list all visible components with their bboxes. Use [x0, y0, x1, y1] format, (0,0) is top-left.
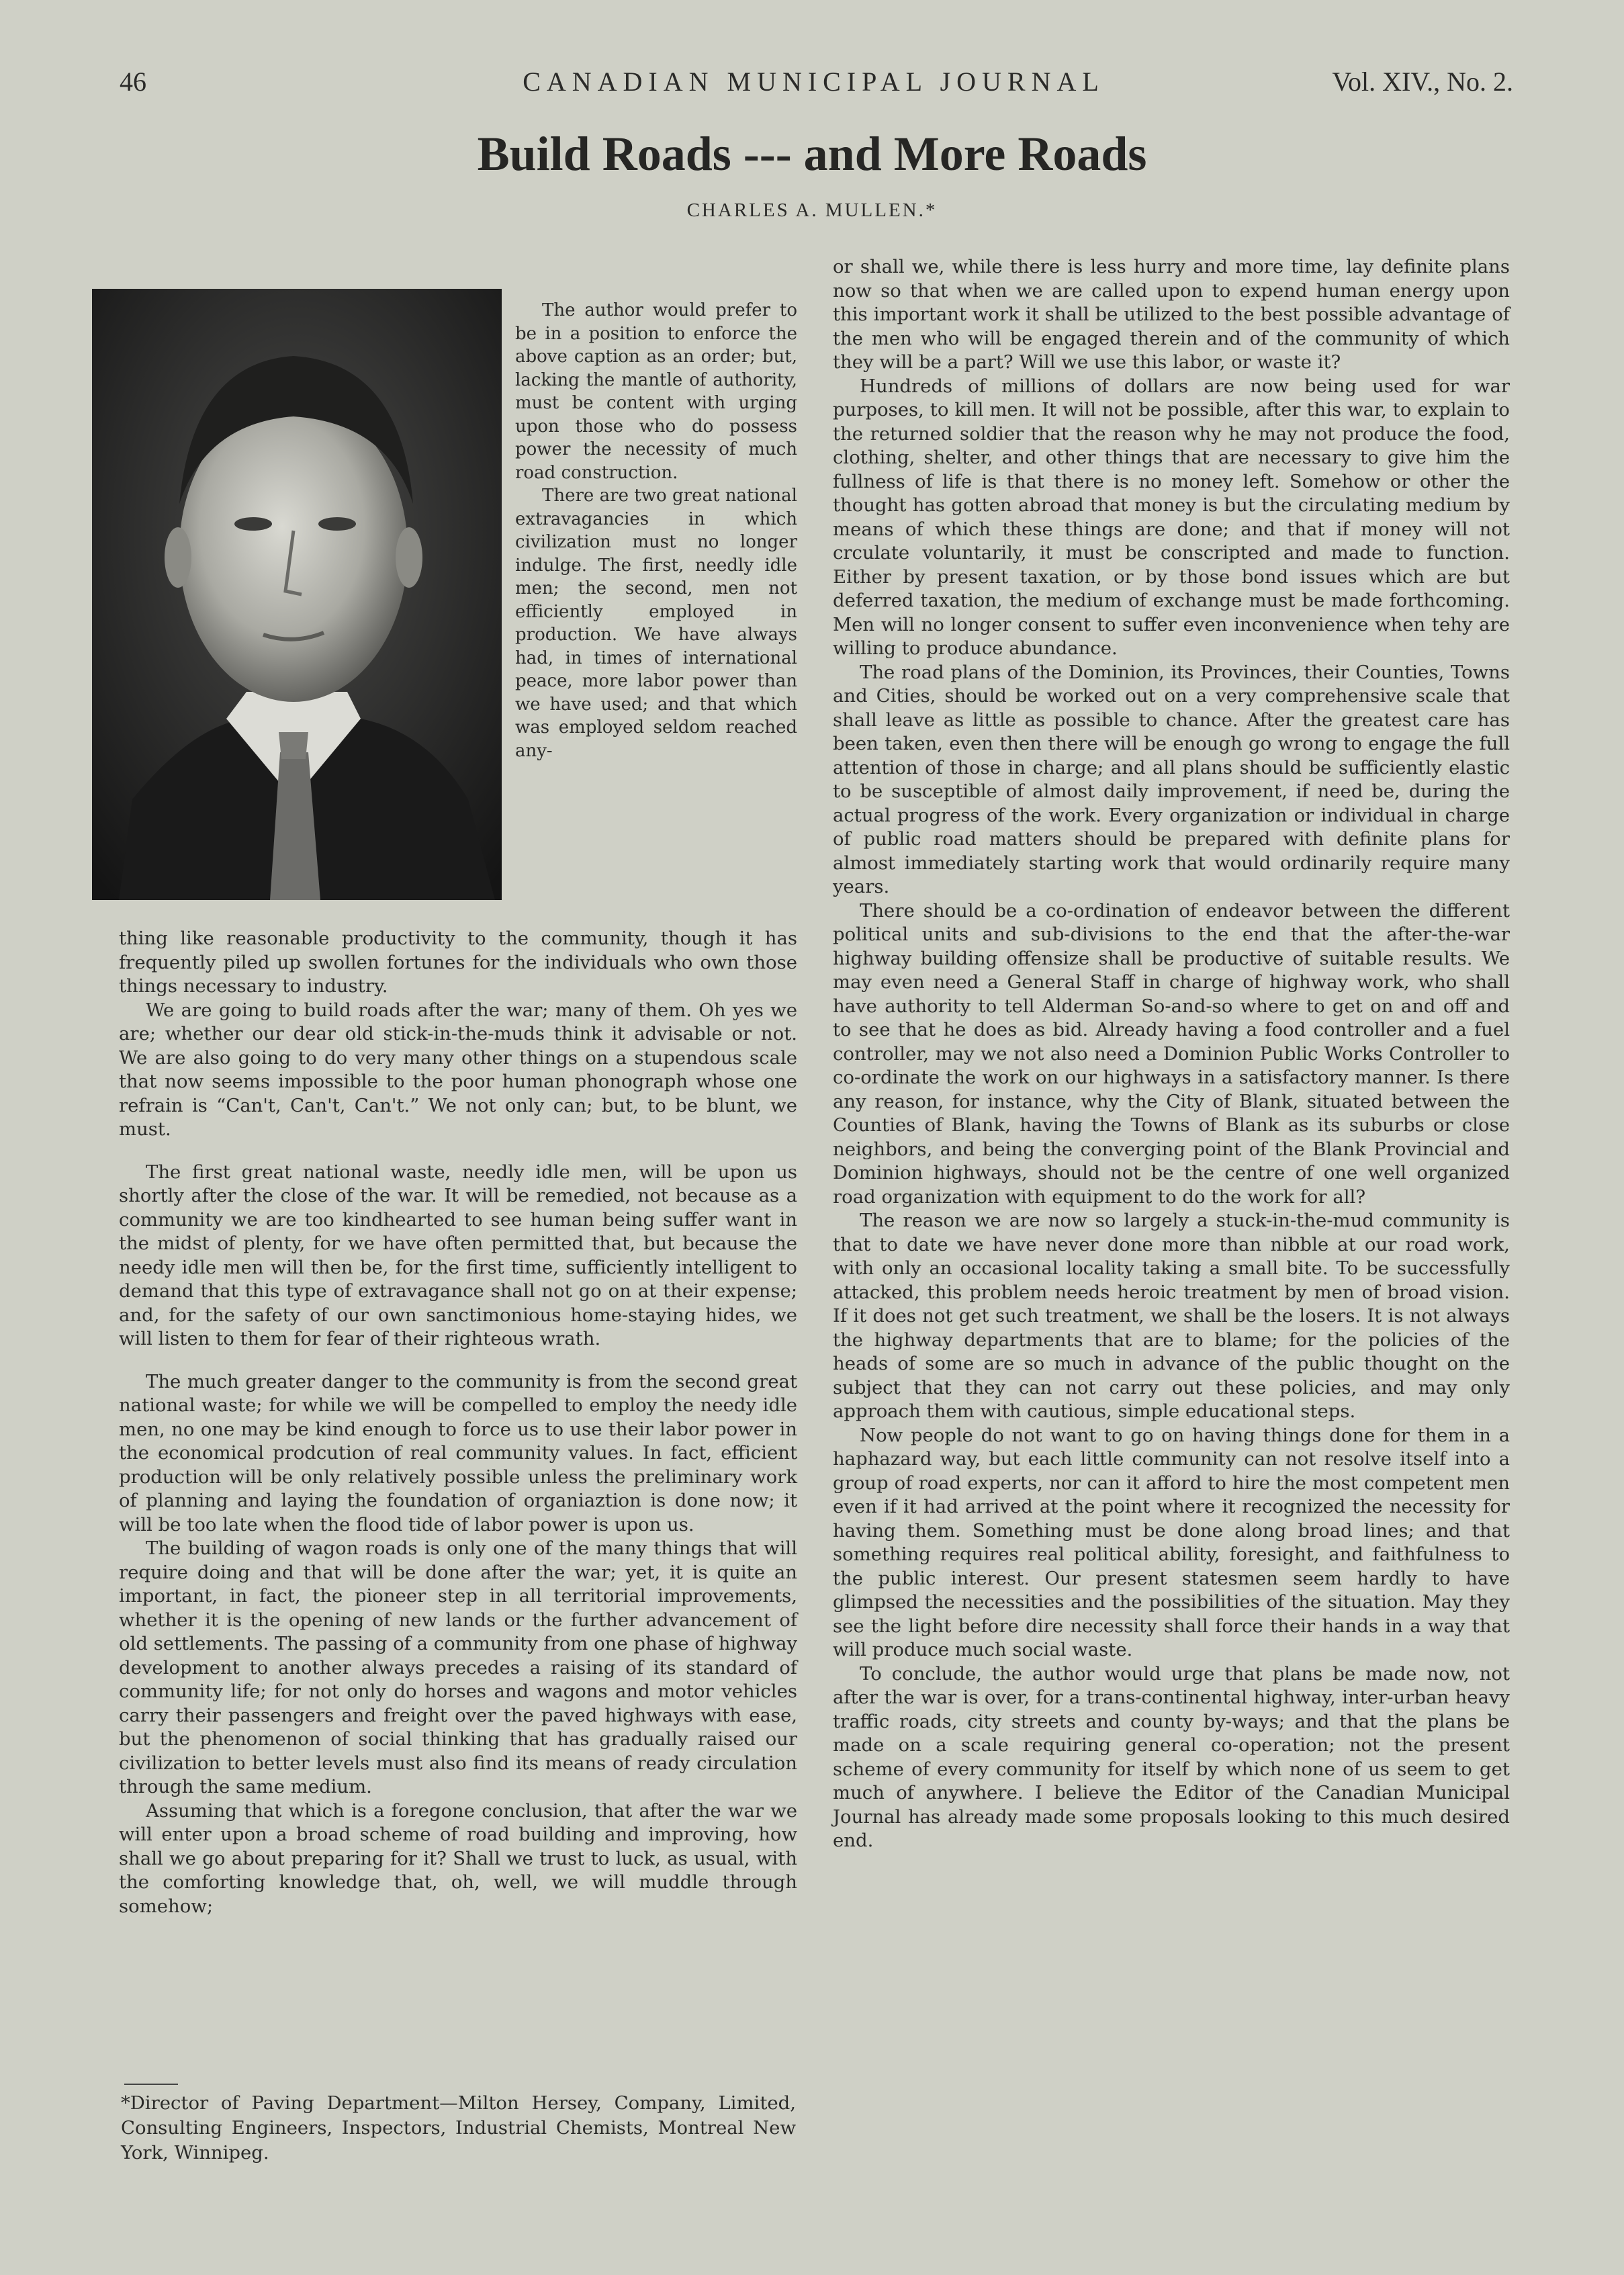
author-portrait [92, 289, 502, 900]
paragraph: The building of wagon roads is only one of the many things that will require doing and that will be done after the war; yet, it is quite an important, in fact, the pioneer step in all territorial improvements, whether it is the opening of new lands or the further advancement of old settlements. The passing of a community from one phase of highway development to another always precedes a raising of its standard of community life; for not only do horses and wagons and motor vehicles carry their passengers and freight over the paved highways with ease, but the phenomenon of social thinking that has gradually raised our civilization to better levels must also find its means of ready circulation through the same medium. [119, 1537, 797, 1797]
paragraph: To conclude, the author would urge that plans be made now, not after the war is over, for a trans-continental highway, inter-urban heavy traffic roads, city streets and county by-ways; and that the plans be made on a scale requiring general co-operation; not the present scheme of every community for itself by which none of us seem to get much of anywhere. I believe the Editor of the Canadian Municipal Journal has already made some proposals looking to this much desired end. [833, 1662, 1510, 1851]
paragraph: The road plans of the Dominion, its Provinces, their Counties, Towns and Cities, should be worked out on a very comprehensive scale that shall leave as little as possible to chance. After the greatest care has been taken, even then there will be enough go wrong to engage the full attention of those in charge; and all plans should be sufficiently elastic to be susceptible of almost daily improvement, if need be, during the actual progress of the work. Every organization or individual in charge of public road matters should be prepared with definite plans for almost immediately starting work that would ordinarily require many years. [833, 661, 1510, 897]
article-title: Build Roads --- and More Roads [477, 127, 1147, 181]
paragraph: The much greater danger to the community is from the second great national waste; for while we will be compelled to employ the needy idle men, no one may be kind enough to force us to use their labor power in the economical prodcution of real community values. In fact, efficient production will be only relatively possible unless the preliminary work of planning and laying the foundation of organiaztion is done now; it will be too late when the flood tide of labor power is upon us. [119, 1370, 797, 1535]
issue-number: Vol. XIV., No. 2. [1332, 66, 1513, 97]
paragraph: or shall we, while there is less hurry and more time, lay definite plans now so that when we are called upon to expend human energy upon this important work it shall be utilized to the best possible advantage of the men who will be engaged therein and of the community of which they will be a part? Will we use this labor, or waste it? [833, 256, 1510, 373]
paragraph: The reason we are now so largely a stuck-in-the-mud community is that to date we have never done more than nibble at our road work, with only an occasional locality taking a small bite. To be successfully attacked, this problem needs heroic treatment by men of broad vision. If it does not get such treatment, we shall be the losers. It is not always the highway departments that are to blame; for the policies of the heads of some are so much in advance of the public thought on the subject that they can not carry out these policies, and may only approach them with cautious, simple educational steps. [833, 1210, 1510, 1422]
journal-name: CANADIAN MUNICIPAL JOURNAL [523, 66, 1105, 97]
left-column [119, 927, 797, 1918]
paragraph: We are going to build roads after the war; many of them. Oh yes we are; whether our dear old stick-in-the-muds think it advisable or not. We are also going to do very many other things on a stupendous scale that now seems impossible to the poor human phonograph whose one refrain is “Can't, Can't, Can't.” We not only can; but, to be blunt, we must. [119, 999, 797, 1140]
paragraph: There are two great national extravagancies in which civilization must no longer indulge. The first, needly idle men; the second, men not efficiently employed in production. We have always had, in times of international peace, more labor power than we have used; and that which was employed seldom reached any- [515, 486, 797, 761]
paragraph: Now people do not want to go on having things done for them in a haphazard way, but each little community can not resolve itself into a group of road experts, nor can it afford to hire the most competent men even if it had arrived at the point where it recognized the necessity for having them. Something must be done along broad lines; and that something requires real political ability, foresight, and faithfulness to the public interest. Our present statesmen seem hardly to have glimpsed the necessities and the possibilities of the situation. May they see the light before dire necessity shall force their hands in a way that will produce much social waste. [833, 1424, 1510, 1660]
paragraph: There should be a co-ordination of endeavor between the different political units and sub-divisions to the end that the after-the-war highway building offensize shall be productive of suitable results. We may even need a General Staff in charge of highway work, who shall have authority to tell Alderman So-and-so where to get on and off and to see that he does as bid. Already having a food controller and a fuel controller, may we not also need a Dominion Public Works Controller to co-ordinate the work on our highways in a satisfactory manner. Is there any reason, for instance, why the City of Blank, situated between the Counties of Blank, having the Towns of Blank as its suburbs or close neighbors, and being the converging point of the Blank Provincial and Dominion highways, should not be the centre of one well organized road organization with equipment to do the work for all? [833, 899, 1510, 1208]
paragraph: Assuming that which is a foregone conclusion, that after the war we will enter upon a broad scheme of road building and improving, how shall we go about preparing for it? Shall we trust to luck, as usual, with the comforting knowledge that, oh, well, we will muddle through somehow; [119, 1799, 797, 1917]
right-column [833, 255, 1510, 1853]
page-number: 46 [120, 66, 146, 97]
paragraph: Hundreds of millions of dollars are now being used for war purposes, to kill men. It will not be possible, after this war, to explain to the returned soldier that the reason why he may not produce the food, clothing, shelter, and other things that are necessary to give him the fullness of life is that there is no money left. Somehow or other the thought has gotten abroad that money is but the circulating medium by means of which these things are done; and that if money will not crculate voluntarily, it must be conscripted and made to function. Either by present taxation, or by those bond issues which are but deferred taxation, the medium of exchange must be made forthcoming. Men will no longer consent to suffer even inconvenience when tehy are willing to produce abundance. [833, 375, 1510, 659]
article-byline: CHARLES A. MULLEN.* [686, 199, 938, 221]
paragraph: The author would prefer to be in a position to enforce the above caption as an order; but, lacking the mantle of authority, must be content with urging upon those who do possess power the necessity of much road construction. [515, 300, 797, 483]
footnote-rule [124, 2084, 178, 2085]
portrait-image [92, 289, 502, 900]
paragraph: thing like reasonable productivity to the community, though it has frequently piled up swollen fortunes for the individuals who own those things necessary to industry. [119, 928, 797, 997]
running-header [114, 66, 1513, 106]
paragraph: The first great national waste, needly idle men, will be upon us shortly after the close of the war. It will be remedied, not because as a community we are too kindhearted to see human being suffer want in the midst of plenty, for we have often permitted that, but because the needy idle men will then be, for the first time, sufficiently intelligent to demand that this type of extravagance shall not go on at their expense; and, for the safety of our own sanctimonious home-staying hides, we will listen to them for fear of their righteous wrath. [119, 1161, 797, 1349]
footnote: *Director of Paving Department—Milton Hersey, Company, Limited, Consulting Engineers, Inspectors, Industrial Chemists, Montreal New York, Winnipeg. [121, 2092, 796, 2164]
intro-wrap-text [515, 299, 797, 762]
